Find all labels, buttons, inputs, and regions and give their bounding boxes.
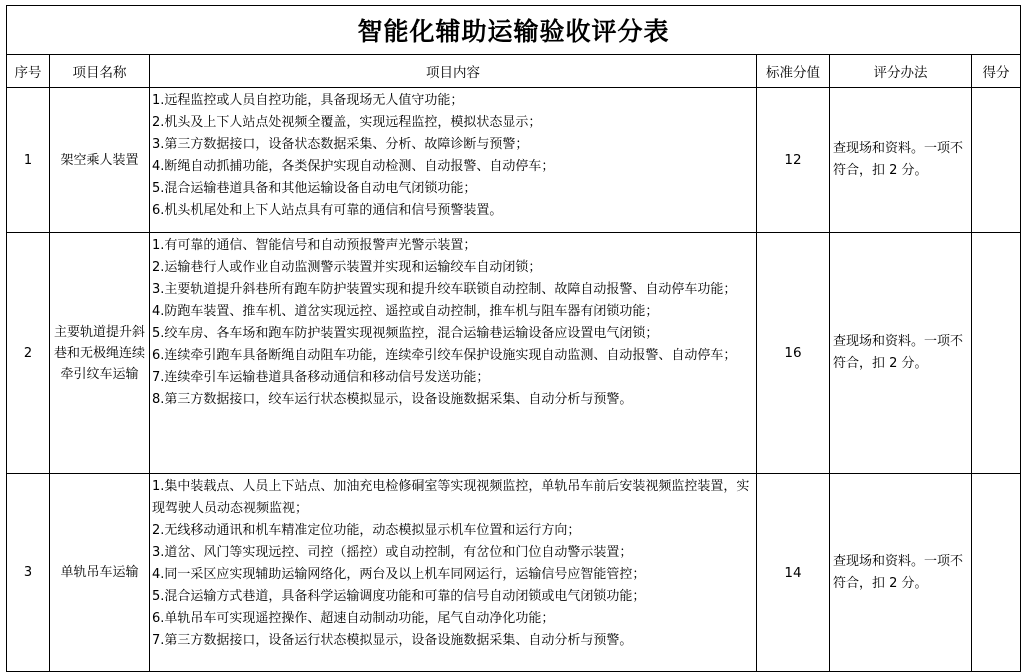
content-item: 5.混合运输巷道具备和其他运输设备自动电气闭锁功能； [152,181,477,196]
row-content [150,233,757,474]
content-item: 1.远程监控或人员自控功能，具备现场无人值守功能； [152,93,464,108]
row-name: 架空乘人装置 [50,88,150,233]
table-row [7,88,1021,233]
row-score[interactable] [972,233,1021,474]
content-item: 4.断绳自动抓捕功能，各类保护实现自动检测、自动报警、自动停车； [152,159,555,174]
content-item: 2.机头及上下人站点处视频全覆盖，实现远程监控，模拟状态显示； [152,115,542,130]
content-item: 7.连续牵引车运输巷道具备移动通信和移动信号发送功能； [152,370,490,385]
table-title: 智能化辅助运输验收评分表 [7,6,1021,55]
header-name: 项目名称 [50,55,150,88]
row-standard: 16 [757,233,830,474]
header-no: 序号 [7,55,50,88]
header-content: 项目内容 [150,55,757,88]
content-item: 6.单轨吊车可实现遥控操作、超速自动制动功能，尾气自动净化功能； [152,611,555,626]
score-table [6,5,1021,672]
row-method: 查现场和资料。一项不符合，扣 2 分。 [830,88,972,233]
row-content [150,88,757,233]
content-item: 8.第三方数据接口，绞车运行状态模拟显示，设备设施数据采集、自动分析与预警。 [152,392,633,407]
content-item: 2.运输巷行人或作业自动监测警示装置并实现和运输绞车自动闭锁； [152,260,542,275]
content-item: 5.混合运输方式巷道，具备科学运输调度功能和可靠的信号自动闭锁或电气闭锁功能； [152,589,646,604]
content-item: 3.第三方数据接口，设备状态数据采集、分析、故障诊断与预警； [152,137,529,152]
row-standard: 14 [757,474,830,672]
row-name: 主要轨道提升斜巷和无极绳连续牵引纹车运输 [50,233,150,474]
row-no: 2 [7,233,50,474]
content-item: 1.集中装载点、人员上下站点、加油充电检修硐室等实现视频监控，单轨吊车前后安装视频监控装置，实现驾驶人员动态视频监视； [152,479,750,516]
header-score: 得分 [972,55,1021,88]
content-item: 4.同一采区应实现辅助运输网络化，两台及以上机车同网运行，运输信号应智能管控； [152,567,646,582]
row-no: 1 [7,88,50,233]
content-item: 5.绞车房、各车场和跑车防护装置实现视频监控，混合运输巷运输设备应设置电气闭锁； [152,326,659,341]
content-item: 6.连续牵引跑车具备断绳自动阻车功能，连续牵引绞车保护设施实现自动监测、自动报警、自动停车； [152,348,737,363]
row-content [150,474,757,672]
content-item: 3.道岔、风门等实现远控、司控（摇控）或自动控制，有岔位和门位自动警示装置； [152,545,633,560]
content-item: 2.无线移动通讯和机车精准定位功能，动态模拟显示机车位置和运行方向； [152,523,581,538]
row-standard: 12 [757,88,830,233]
content-item: 7.第三方数据接口，设备运行状态模拟显示，设备设施数据采集、自动分析与预警。 [152,633,633,648]
table-row [7,233,1021,474]
row-name: 单轨吊车运输 [50,474,150,672]
row-score[interactable] [972,88,1021,233]
content-item: 3.主要轨道提升斜巷所有跑车防护装置实现和提升绞车联锁自动控制、故障自动报警、自动停车功能； [152,282,737,297]
row-method: 查现场和资料。一项不符合，扣 2 分。 [830,233,972,474]
content-item: 6.机头机尾处和上下人站点具有可靠的通信和信号预警装置。 [152,203,503,218]
header-standard: 标准分值 [757,55,830,88]
table-row [7,474,1021,672]
header-method: 评分办法 [830,55,972,88]
header-row [7,55,1021,88]
row-method: 查现场和资料。一项不符合，扣 2 分。 [830,474,972,672]
row-score[interactable] [972,474,1021,672]
content-item: 1.有可靠的通信、智能信号和自动预报警声光警示装置； [152,238,477,253]
content-item: 4.防跑车装置、推车机、道岔实现远控、遥控或自动控制，推车机与阻车器有闭锁功能； [152,304,659,319]
row-no: 3 [7,474,50,672]
